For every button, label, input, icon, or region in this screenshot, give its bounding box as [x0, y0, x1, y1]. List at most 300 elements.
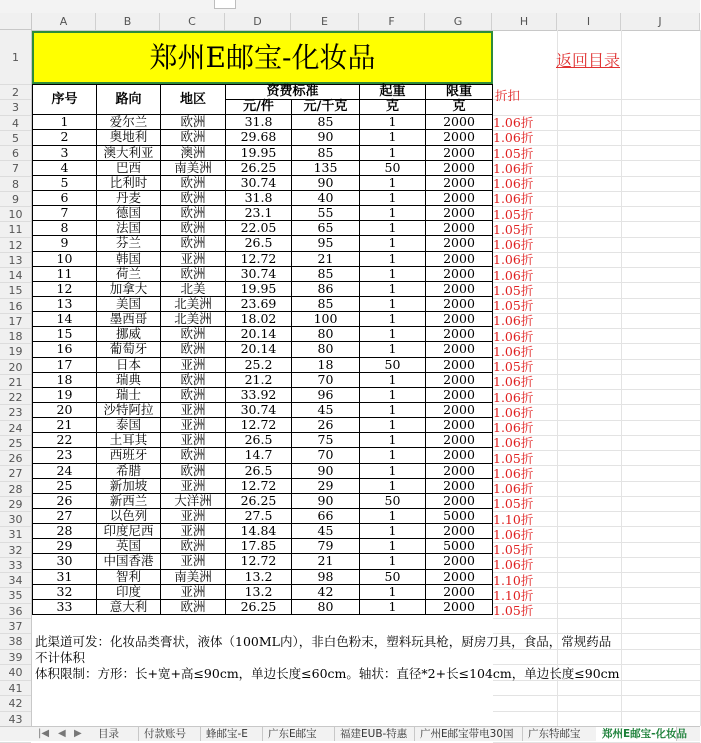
cell-route[interactable]: 土耳其 [97, 433, 161, 448]
cell-min[interactable]: 1 [360, 206, 426, 221]
cell-piece[interactable]: 13.2 [226, 569, 292, 584]
cell-region[interactable]: 欧洲 [161, 206, 226, 221]
cell-kg[interactable]: 40 [292, 190, 360, 205]
cell-min[interactable]: 1 [360, 584, 426, 599]
discount-cell[interactable]: 1.06折 [493, 389, 534, 405]
cell-region[interactable]: 欧洲 [161, 236, 226, 251]
discount-cell[interactable]: 1.06折 [493, 343, 534, 359]
cell-max[interactable]: 5000 [426, 539, 493, 554]
cell-kg[interactable]: 90 [292, 175, 360, 190]
cell-region[interactable]: 亚洲 [161, 478, 226, 493]
cell-region[interactable]: 欧洲 [161, 448, 226, 463]
cell-kg[interactable]: 42 [292, 584, 360, 599]
cell-max[interactable]: 2000 [426, 448, 493, 463]
cell-min[interactable]: 1 [360, 478, 426, 493]
back-to-index-link[interactable]: 返回目录 [556, 51, 621, 70]
cell-route[interactable]: 新加坡 [97, 478, 161, 493]
row-number[interactable]: 8 [0, 177, 31, 192]
discount-cell[interactable]: 1.05折 [493, 221, 534, 237]
cell-region[interactable]: 欧洲 [161, 190, 226, 205]
row-number[interactable]: 36 [0, 604, 31, 619]
cell-route[interactable]: 韩国 [97, 251, 161, 266]
discount-cell[interactable]: 1.06折 [493, 130, 534, 146]
cell-region[interactable]: 北美洲 [161, 312, 226, 327]
column-header[interactable]: C [160, 13, 225, 30]
cell-kg[interactable]: 86 [292, 281, 360, 296]
cell-route[interactable]: 意大利 [97, 599, 161, 614]
cell-region[interactable]: 欧洲 [161, 327, 226, 342]
cell-region[interactable]: 亚洲 [161, 508, 226, 523]
cell-piece[interactable]: 21.2 [226, 372, 292, 387]
header-region[interactable]: 地区 [161, 85, 226, 115]
cell-max[interactable]: 2000 [426, 190, 493, 205]
cell-max[interactable]: 2000 [426, 251, 493, 266]
cell-region[interactable]: 亚洲 [161, 584, 226, 599]
select-all-corner[interactable] [0, 13, 32, 30]
discount-cell[interactable]: 1.06折 [493, 526, 534, 542]
cell-kg[interactable]: 26 [292, 418, 360, 433]
cell-max[interactable]: 2000 [426, 599, 493, 614]
cell-piece[interactable]: 26.5 [226, 236, 292, 251]
cell-max[interactable]: 2000 [426, 584, 493, 599]
row-number[interactable]: 31 [0, 527, 31, 542]
cell-region[interactable]: 欧洲 [161, 539, 226, 554]
row-number[interactable]: 24 [0, 421, 31, 436]
cell-piece[interactable]: 19.95 [226, 145, 292, 160]
cell-max[interactable]: 2000 [426, 357, 493, 372]
cell-piece[interactable]: 20.14 [226, 342, 292, 357]
row-number[interactable]: 15 [0, 283, 31, 298]
column-header[interactable]: H [492, 13, 557, 30]
cell-min[interactable]: 1 [360, 599, 426, 614]
cell-route[interactable]: 比利时 [97, 175, 161, 190]
cell-kg[interactable]: 90 [292, 493, 360, 508]
cell-route[interactable]: 西班牙 [97, 448, 161, 463]
cell-piece[interactable]: 31.8 [226, 190, 292, 205]
cell-piece[interactable]: 12.72 [226, 418, 292, 433]
cell-piece[interactable]: 12.72 [226, 554, 292, 569]
cell-seq[interactable]: 1 [33, 115, 97, 130]
cell-kg[interactable]: 79 [292, 539, 360, 554]
cell-seq[interactable]: 14 [33, 312, 97, 327]
discount-cell[interactable]: 1.06折 [493, 435, 534, 451]
cell-piece[interactable]: 26.25 [226, 493, 292, 508]
cell-min[interactable]: 1 [360, 175, 426, 190]
cell-route[interactable]: 印度 [97, 584, 161, 599]
cell-min[interactable]: 1 [360, 145, 426, 160]
cell-region[interactable]: 大洋洲 [161, 493, 226, 508]
cell-piece[interactable]: 19.95 [226, 281, 292, 296]
row-number[interactable]: 23 [0, 405, 31, 420]
cell-kg[interactable]: 45 [292, 402, 360, 417]
discount-cell[interactable]: 1.05折 [493, 450, 534, 466]
cell-route[interactable]: 爱尔兰 [97, 115, 161, 130]
cell-kg[interactable]: 70 [292, 372, 360, 387]
discount-cell[interactable]: 1.05折 [493, 206, 534, 222]
discount-cell[interactable]: 1.06折 [493, 267, 534, 283]
cell-min[interactable]: 1 [360, 221, 426, 236]
cell-seq[interactable]: 2 [33, 130, 97, 145]
header-discount[interactable]: 折扣 [495, 88, 521, 103]
discount-cell[interactable]: 1.10折 [493, 587, 534, 603]
cell-piece[interactable]: 30.74 [226, 402, 292, 417]
cell-route[interactable]: 沙特阿拉 [97, 402, 161, 417]
sheet-tab[interactable]: 付款账号 [138, 727, 201, 741]
cell-max[interactable]: 2000 [426, 206, 493, 221]
cell-min[interactable]: 1 [360, 281, 426, 296]
row-number[interactable]: 25 [0, 436, 31, 451]
cell-seq[interactable]: 19 [33, 387, 97, 402]
cell-min[interactable]: 1 [360, 236, 426, 251]
cell-piece[interactable]: 20.14 [226, 327, 292, 342]
row-number[interactable]: 29 [0, 497, 31, 512]
cell-route[interactable]: 以色列 [97, 508, 161, 523]
cell-min[interactable]: 1 [360, 554, 426, 569]
row-number[interactable]: 37 [0, 619, 31, 635]
cell-max[interactable]: 2000 [426, 160, 493, 175]
discount-cell[interactable]: 1.06折 [493, 252, 534, 268]
cell-region[interactable]: 欧洲 [161, 266, 226, 281]
row-number[interactable]: 18 [0, 329, 31, 344]
cell-max[interactable]: 2000 [426, 221, 493, 236]
cell-route[interactable]: 美国 [97, 296, 161, 311]
cell-region[interactable]: 欧洲 [161, 175, 226, 190]
discount-cell[interactable]: 1.05折 [493, 496, 534, 512]
discount-cell[interactable]: 1.06折 [493, 374, 534, 390]
discount-cell[interactable]: 1.05折 [493, 145, 534, 161]
cell-route[interactable]: 英国 [97, 539, 161, 554]
row-number[interactable]: 32 [0, 543, 31, 558]
cell-seq[interactable]: 31 [33, 569, 97, 584]
cell-max[interactable]: 2000 [426, 327, 493, 342]
cell-route[interactable]: 瑞典 [97, 372, 161, 387]
cell-kg[interactable]: 21 [292, 251, 360, 266]
cell-seq[interactable]: 16 [33, 342, 97, 357]
cell-max[interactable]: 2000 [426, 463, 493, 478]
row-number[interactable]: 3 [0, 100, 31, 115]
cell-min[interactable]: 1 [360, 327, 426, 342]
cell-region[interactable]: 欧洲 [161, 342, 226, 357]
cell-max[interactable]: 2000 [426, 266, 493, 281]
cell-min[interactable]: 1 [360, 251, 426, 266]
column-header[interactable]: A [32, 13, 96, 30]
cell-kg[interactable]: 80 [292, 599, 360, 614]
cell-route[interactable]: 葡萄牙 [97, 342, 161, 357]
cell-max[interactable]: 2000 [426, 130, 493, 145]
cell-route[interactable]: 挪威 [97, 327, 161, 342]
row-number[interactable]: 21 [0, 375, 31, 390]
cell-kg[interactable]: 21 [292, 554, 360, 569]
cell-seq[interactable]: 6 [33, 190, 97, 205]
cell-min[interactable]: 1 [360, 372, 426, 387]
cell-max[interactable]: 2000 [426, 342, 493, 357]
cell-min[interactable]: 1 [360, 539, 426, 554]
cell-piece[interactable]: 33.92 [226, 387, 292, 402]
cell-max[interactable]: 2000 [426, 387, 493, 402]
discount-cell[interactable]: 1.06折 [493, 191, 534, 207]
row-number[interactable]: 6 [0, 146, 31, 161]
discount-cell[interactable]: 1.10折 [493, 511, 534, 527]
cell-region[interactable]: 亚洲 [161, 251, 226, 266]
cell-kg[interactable]: 85 [292, 145, 360, 160]
cell-min[interactable]: 1 [360, 296, 426, 311]
header-fee-standard[interactable]: 资费标准 [226, 85, 360, 100]
row-number[interactable]: 22 [0, 390, 31, 405]
cell-kg[interactable]: 98 [292, 569, 360, 584]
cell-piece[interactable]: 26.25 [226, 599, 292, 614]
cell-kg[interactable]: 85 [292, 115, 360, 130]
column-header[interactable]: E [291, 13, 359, 30]
cell-max[interactable]: 2000 [426, 433, 493, 448]
cell-piece[interactable]: 23.69 [226, 296, 292, 311]
discount-cell[interactable]: 1.06折 [493, 176, 534, 191]
sheet-tab[interactable]: 目录 [92, 727, 139, 741]
cell-route[interactable]: 芬兰 [97, 236, 161, 251]
cell-piece[interactable]: 12.72 [226, 251, 292, 266]
cell-route[interactable]: 泰国 [97, 418, 161, 433]
cell-max[interactable]: 2000 [426, 312, 493, 327]
cell-route[interactable]: 新西兰 [97, 493, 161, 508]
cell-kg[interactable]: 75 [292, 433, 360, 448]
cell-max[interactable]: 2000 [426, 372, 493, 387]
row-number[interactable]: 33 [0, 558, 31, 573]
cell-max[interactable]: 2000 [426, 402, 493, 417]
row-number[interactable]: 11 [0, 222, 31, 237]
row-number[interactable]: 1 [0, 30, 31, 85]
cell-max[interactable]: 2000 [426, 115, 493, 130]
cell-kg[interactable]: 70 [292, 448, 360, 463]
cell-route[interactable]: 荷兰 [97, 266, 161, 281]
cell-min[interactable]: 1 [360, 266, 426, 281]
cell-seq[interactable]: 15 [33, 327, 97, 342]
cell-max[interactable]: 2000 [426, 554, 493, 569]
cell-seq[interactable]: 29 [33, 539, 97, 554]
cell-seq[interactable]: 20 [33, 402, 97, 417]
cell-seq[interactable]: 23 [33, 448, 97, 463]
cell-region[interactable]: 欧洲 [161, 130, 226, 145]
cell-kg[interactable]: 66 [292, 508, 360, 523]
sheet-title[interactable]: 郑州E邮宝-化妆品 [32, 31, 493, 84]
cell-region[interactable]: 北美 [161, 281, 226, 296]
discount-cell[interactable]: 1.06折 [493, 557, 534, 573]
row-number[interactable]: 13 [0, 253, 31, 268]
cell-min[interactable]: 50 [360, 160, 426, 175]
cell-piece[interactable]: 27.5 [226, 508, 292, 523]
cell-piece[interactable]: 29.68 [226, 130, 292, 145]
row-number[interactable]: 12 [0, 238, 31, 253]
cell-kg[interactable]: 96 [292, 387, 360, 402]
row-number[interactable]: 2 [0, 85, 31, 100]
next-sheet-icon[interactable]: ▶ [74, 728, 82, 739]
row-number[interactable]: 17 [0, 314, 31, 329]
cell-region[interactable]: 欧洲 [161, 221, 226, 236]
cell-seq[interactable]: 24 [33, 463, 97, 478]
cell-region[interactable]: 亚洲 [161, 418, 226, 433]
cell-seq[interactable]: 8 [33, 221, 97, 236]
cell-region[interactable]: 欧洲 [161, 387, 226, 402]
cell-route[interactable]: 智利 [97, 569, 161, 584]
cell-piece[interactable]: 14.7 [226, 448, 292, 463]
cell-seq[interactable]: 17 [33, 357, 97, 372]
cell-min[interactable]: 1 [360, 312, 426, 327]
row-number[interactable]: 30 [0, 512, 31, 527]
header-route[interactable]: 路向 [97, 85, 161, 115]
cell-max[interactable]: 2000 [426, 236, 493, 251]
cell-seq[interactable]: 22 [33, 433, 97, 448]
cell-seq[interactable]: 18 [33, 372, 97, 387]
cell-max[interactable]: 2000 [426, 478, 493, 493]
row-number[interactable]: 28 [0, 482, 31, 497]
discount-cell[interactable]: 1.05折 [493, 542, 534, 557]
first-sheet-icon[interactable]: |◀ [38, 728, 50, 739]
cell-route[interactable]: 瑞士 [97, 387, 161, 402]
row-number[interactable]: 16 [0, 299, 31, 314]
cell-kg[interactable]: 65 [292, 221, 360, 236]
cell-piece[interactable]: 26.25 [226, 160, 292, 175]
cell-seq[interactable]: 11 [33, 266, 97, 281]
header-min-unit[interactable]: 克 [360, 100, 426, 115]
sheet-tab[interactable]: 郑州E邮宝-化妆品 [596, 727, 677, 741]
cell-max[interactable]: 2000 [426, 296, 493, 311]
cell-seq[interactable]: 9 [33, 236, 97, 251]
cell-piece[interactable]: 26.5 [226, 463, 292, 478]
cell-region[interactable]: 南美洲 [161, 569, 226, 584]
cell-seq[interactable]: 7 [33, 206, 97, 221]
cell-route[interactable]: 法国 [97, 221, 161, 236]
cell-min[interactable]: 1 [360, 130, 426, 145]
cell-region[interactable]: 亚洲 [161, 524, 226, 539]
discount-cell[interactable]: 1.10折 [493, 572, 534, 588]
cell-piece[interactable]: 31.8 [226, 115, 292, 130]
cell-kg[interactable]: 100 [292, 312, 360, 327]
cell-piece[interactable]: 26.5 [226, 433, 292, 448]
row-number[interactable]: 27 [0, 466, 31, 481]
cell-region[interactable]: 亚洲 [161, 554, 226, 569]
cell-kg[interactable]: 85 [292, 266, 360, 281]
row-number[interactable]: 9 [0, 192, 31, 207]
size-limit-note[interactable]: 体积限制：方形：长+宽+高≤90cm，单边长度≤60cm。轴状：直径*2+长≤104cm，单边长度≤90cm [35, 666, 620, 681]
cell-route[interactable]: 澳大利亚 [97, 145, 161, 160]
cell-route[interactable]: 巴西 [97, 160, 161, 175]
cell-seq[interactable]: 10 [33, 251, 97, 266]
cell-region[interactable]: 南美洲 [161, 160, 226, 175]
cell-piece[interactable]: 13.2 [226, 584, 292, 599]
cell-region[interactable]: 欧洲 [161, 115, 226, 130]
row-number[interactable]: 26 [0, 451, 31, 466]
cell-route[interactable]: 奥地利 [97, 130, 161, 145]
cell-min[interactable]: 1 [360, 433, 426, 448]
cell-seq[interactable]: 3 [33, 145, 97, 160]
row-number[interactable]: 34 [0, 573, 31, 588]
cell-seq[interactable]: 32 [33, 584, 97, 599]
cell-seq[interactable]: 5 [33, 175, 97, 190]
header-seq[interactable]: 序号 [33, 85, 97, 115]
discount-cell[interactable]: 1.06折 [493, 420, 534, 435]
row-number[interactable]: 41 [0, 681, 31, 697]
cell-max[interactable]: 2000 [426, 569, 493, 584]
row-number[interactable]: 4 [0, 116, 31, 131]
cell-max[interactable]: 2000 [426, 524, 493, 539]
cell-piece[interactable]: 17.85 [226, 539, 292, 554]
cell-min[interactable]: 1 [360, 448, 426, 463]
cell-min[interactable]: 50 [360, 357, 426, 372]
cell-route[interactable]: 希腊 [97, 463, 161, 478]
column-header[interactable]: I [557, 13, 621, 30]
cell-piece[interactable]: 23.1 [226, 206, 292, 221]
cell-kg[interactable]: 95 [292, 236, 360, 251]
cell-max[interactable]: 2000 [426, 175, 493, 190]
cell-region[interactable]: 欧洲 [161, 599, 226, 614]
cell-min[interactable]: 1 [360, 402, 426, 417]
discount-cell[interactable]: 1.06折 [493, 237, 534, 252]
cell-kg[interactable]: 80 [292, 327, 360, 342]
discount-cell[interactable]: 1.05折 [493, 359, 534, 374]
column-header[interactable]: J [621, 13, 700, 30]
cell-seq[interactable]: 28 [33, 524, 97, 539]
discount-cell[interactable]: 1.05折 [493, 282, 534, 298]
column-header[interactable]: D [225, 13, 291, 30]
cell-seq[interactable]: 33 [33, 599, 97, 614]
cell-region[interactable]: 欧洲 [161, 372, 226, 387]
discount-cell[interactable]: 1.05折 [493, 603, 534, 618]
discount-cell[interactable]: 1.05折 [493, 298, 534, 313]
column-header[interactable]: F [359, 13, 425, 30]
prev-sheet-icon[interactable]: ◀ [58, 728, 66, 739]
discount-cell[interactable]: 1.06折 [493, 328, 534, 344]
cell-piece[interactable]: 12.72 [226, 478, 292, 493]
row-number[interactable]: 39 [0, 650, 31, 666]
cell-route[interactable]: 墨西哥 [97, 312, 161, 327]
cell-route[interactable]: 德国 [97, 206, 161, 221]
column-header[interactable]: G [425, 13, 492, 30]
cell-seq[interactable]: 12 [33, 281, 97, 296]
sheet-tab[interactable]: 蜂邮宝-E [200, 727, 263, 741]
cell-region[interactable]: 亚洲 [161, 402, 226, 417]
cell-seq[interactable]: 27 [33, 508, 97, 523]
header-min-weight[interactable]: 起重 [360, 85, 426, 100]
cell-seq[interactable]: 4 [33, 160, 97, 175]
cell-piece[interactable]: 30.74 [226, 175, 292, 190]
cell-kg[interactable]: 29 [292, 478, 360, 493]
cell-max[interactable]: 2000 [426, 145, 493, 160]
cell-kg[interactable]: 90 [292, 463, 360, 478]
cell-region[interactable]: 澳洲 [161, 145, 226, 160]
cell-kg[interactable]: 90 [292, 130, 360, 145]
cell-seq[interactable]: 13 [33, 296, 97, 311]
cell-region[interactable]: 亚洲 [161, 433, 226, 448]
cell-piece[interactable]: 30.74 [226, 266, 292, 281]
discount-cell[interactable]: 1.06折 [493, 481, 534, 496]
discount-cell[interactable]: 1.06折 [493, 115, 534, 130]
cell-kg[interactable]: 55 [292, 206, 360, 221]
cell-piece[interactable]: 18.02 [226, 312, 292, 327]
header-per-piece[interactable]: 元/件 [226, 100, 292, 115]
cell-kg[interactable]: 80 [292, 342, 360, 357]
row-number[interactable]: 43 [0, 712, 31, 728]
sheet-tab[interactable]: 福建EUB-特惠 [334, 727, 415, 741]
cell-kg[interactable]: 45 [292, 524, 360, 539]
row-number[interactable]: 7 [0, 161, 31, 176]
cell-min[interactable]: 50 [360, 569, 426, 584]
cell-seq[interactable]: 26 [33, 493, 97, 508]
cell-region[interactable]: 亚洲 [161, 357, 226, 372]
cell-route[interactable]: 加拿大 [97, 281, 161, 296]
discount-cell[interactable]: 1.06折 [493, 160, 534, 176]
cell-piece[interactable]: 22.05 [226, 221, 292, 236]
cell-max[interactable]: 5000 [426, 508, 493, 523]
row-number[interactable]: 19 [0, 344, 31, 359]
row-number[interactable]: 40 [0, 665, 31, 681]
